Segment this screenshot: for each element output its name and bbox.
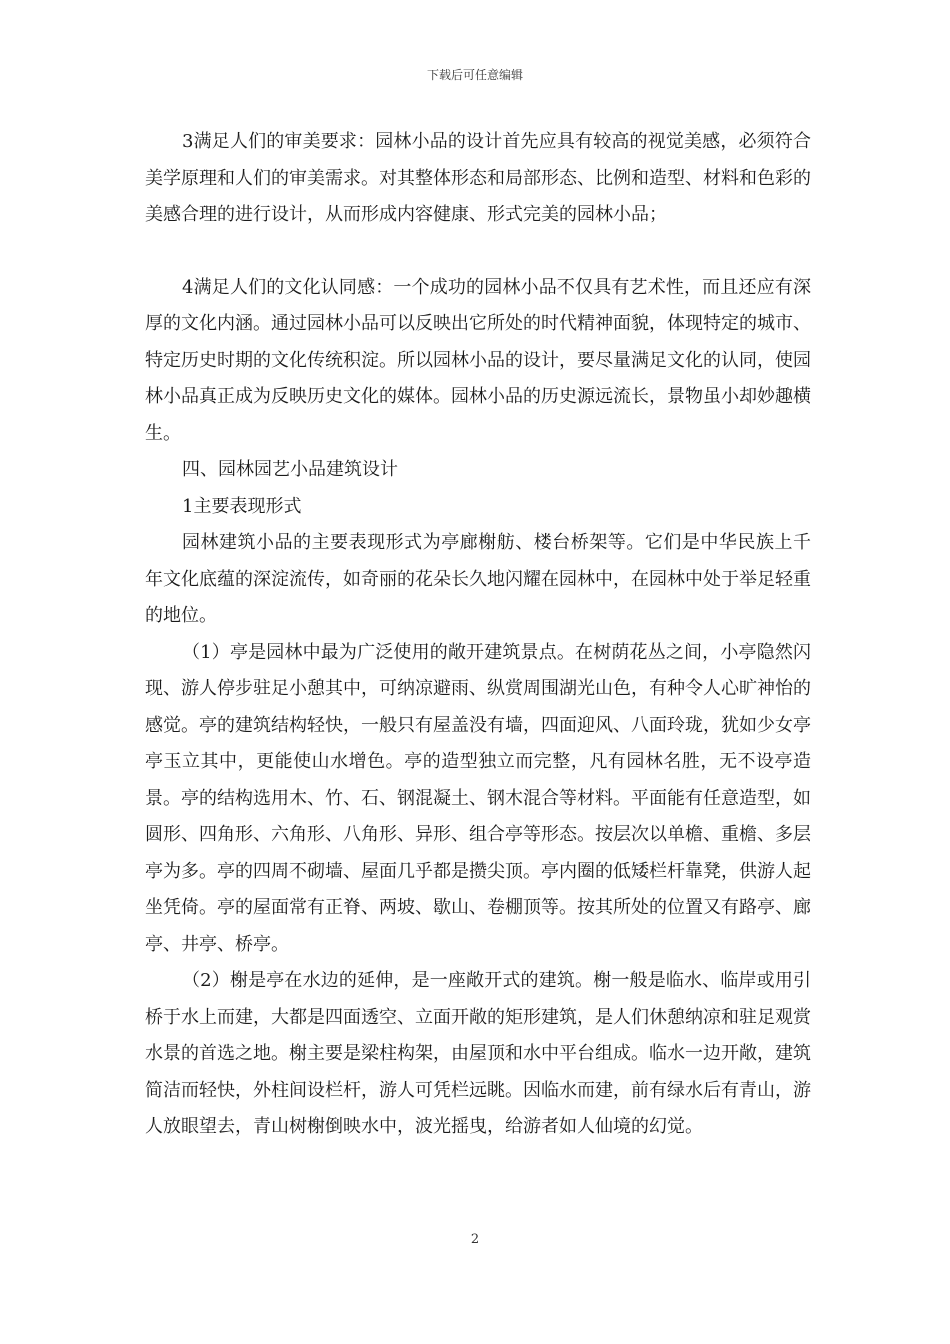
paragraph-waterside-pavilion: （2）榭是亭在水边的延伸，是一座敞开式的建筑。榭一般是临水、临岸或用引桥于水上而建，大都是四面透空、立面开敞的矩形建筑，是人们休憩纳凉和驻足观赏水景的首选之地。榭主要是梁柱构架，由屋顶和水中平台组成。临水一边开敞，建筑简洁而轻快，外柱间设栏杆，游人可凭栏远眺。因临水而建，前有绿水后有青山，游人放眼望去，青山树榭倒映水中，波光摇曳，给游者如人仙境的幻觉。: [145, 970, 811, 1137]
page-number: 2: [470, 1232, 480, 1247]
section-heading: 四、园林园艺小品建筑设计: [182, 459, 398, 480]
paragraph-cultural-identity: 4满足人们的文化认同感：一个成功的园林小品不仅具有艺术性，而且还应有深厚的文化内涵。通过园林小品可以反映出它所处的时代精神面貌，体现特定的城市、特定历史时期的文化传统积淀。所以园林小品的设计，要尽量满足文化的认同，使园林小品真正成为反映历史文化的媒体。园林小品的历史源远流长，景物虽小却妙趣横生。: [145, 276, 811, 444]
paragraph-pavilion: （1）亭是园林中最为广泛使用的敞开建筑景点。在树荫花丛之间，小亭隐然闪现、游人停步驻足小憩其中，可纳凉避雨、纵赏周围湖光山色，有种令人心旷神怡的感觉。亭的建筑结构轻快，一般只有屋盖没有墙，四面迎风、八面玲珑，犹如少女亭亭玉立其中，更能使山水增色。亭的造型独立而完整，凡有园林名胜，无不设亭造景。亭的结构选用木、竹、石、钢混凝土、钢木混合等材料。平面能有任意造型，如圆形、四角形、六角形、八角形、异形、组合亭等形态。按层次以单檐、重檐、多层亭为多。亭的四周不砌墙、屋面几乎都是攒尖顶。亭内圈的低矮栏杆靠凳，供游人起坐凭倚。亭的屋面常有正脊、两坡、歇山、卷棚顶等。按其所处的位置又有路亭、廊亭、井亭、桥亭。: [145, 641, 811, 955]
page-header: 下载后可任意编辑: [426, 68, 523, 82]
document-body: [145, 124, 811, 1146]
paragraph-aesthetic-requirements: 3满足人们的审美要求：园林小品的设计首先应具有较高的视觉美感，必须符合美学原理和人们的审美需求。对其整体形态和局部形态、比例和造型、材料和色彩的美感合理的进行设计，从而形成内容健康、形式完美的园林小品；: [145, 131, 811, 225]
paragraph-main-forms: 园林建筑小品的主要表现形式为亭廊榭舫、楼台桥架等。它们是中华民族上千年文化底蕴的深淀流传，如奇丽的花朵长久地闪耀在园林中，在园林中处于举足轻重的地位。: [145, 532, 811, 626]
subsection-heading: 1主要表现形式: [182, 495, 302, 517]
